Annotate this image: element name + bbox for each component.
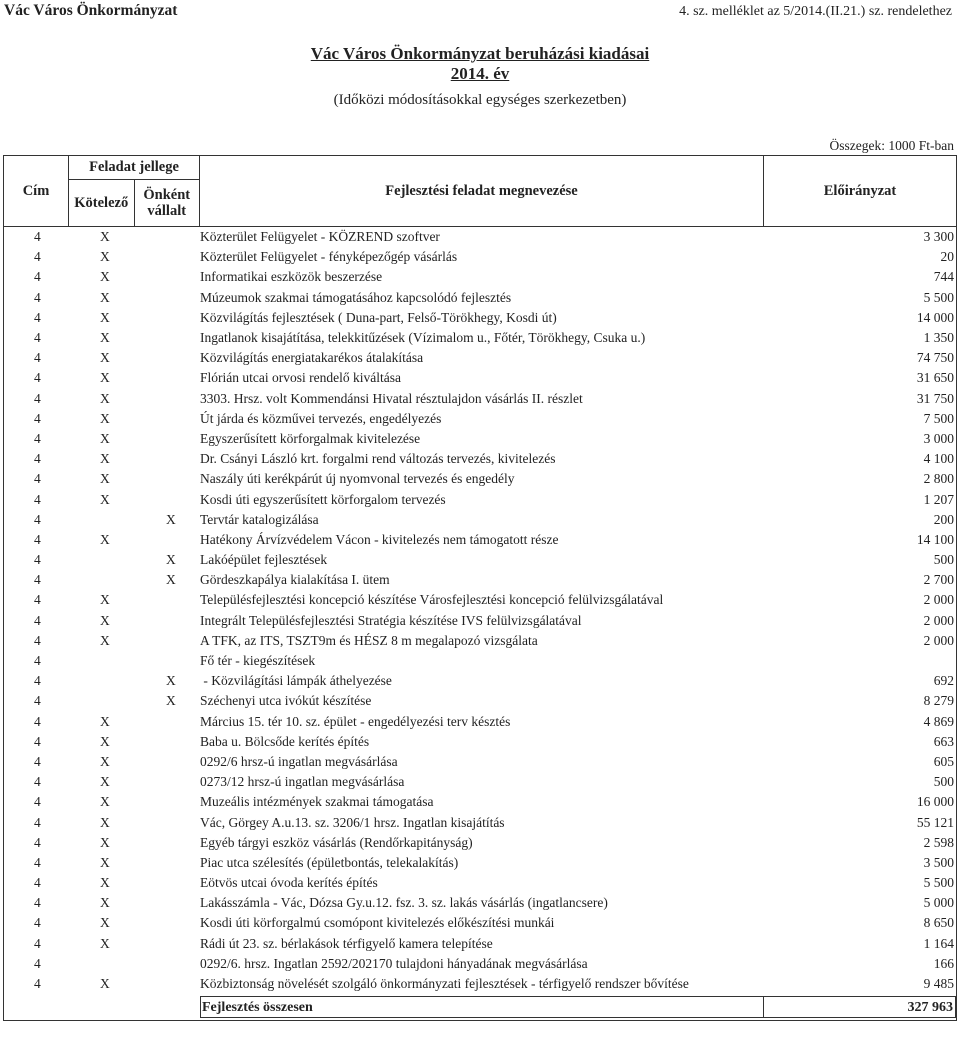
row-description: Muzeális intézmények szakmai támogatása xyxy=(200,794,434,810)
row-kotelezo: X xyxy=(100,309,110,325)
row-amount: 500 xyxy=(933,552,954,568)
row-cim: 4 xyxy=(34,733,41,749)
row-cim: 4 xyxy=(34,330,41,346)
col-feladat-label: Feladat jellege xyxy=(69,156,199,180)
row-kotelezo: X xyxy=(100,410,110,426)
row-cim: 4 xyxy=(34,511,41,527)
row-kotelezo: X xyxy=(100,451,110,467)
row-description: Flórián utcai orvosi rendelő kiváltása xyxy=(200,370,401,386)
table-row xyxy=(4,954,956,974)
row-kotelezo: X xyxy=(100,794,110,810)
row-description: Széchenyi utca ivókút készítése xyxy=(200,693,372,709)
row-description: Tervtár katalogizálása xyxy=(200,511,319,527)
row-cim: 4 xyxy=(34,531,41,547)
row-cim: 4 xyxy=(34,269,41,285)
table-row xyxy=(4,611,956,631)
document-title: Vác Város Önkormányzat beruházási kiadásai xyxy=(310,44,650,63)
table-row xyxy=(4,772,956,792)
table-row xyxy=(4,873,956,893)
table-row xyxy=(4,368,956,388)
row-description: Egyszerűsített körforgalmak kivitelezése xyxy=(200,430,421,446)
row-amount: 2 000 xyxy=(923,592,954,608)
row-kotelezo: X xyxy=(100,350,110,366)
row-amount: 7 500 xyxy=(923,410,954,426)
row-description: Kosdi úti körforgalmú csomópont kivitelezés előkészítési munkái xyxy=(200,915,555,931)
row-cim: 4 xyxy=(34,612,41,628)
row-description: 0292/6. hrsz. Ingatlan 2592/202170 tulajdoni hányadának megvásárlása xyxy=(200,955,588,971)
row-description: Naszály úti kerékpárút új nyomvonal tervezés és engedély xyxy=(200,471,515,487)
row-amount: 5 000 xyxy=(923,895,954,911)
row-cim: 4 xyxy=(34,875,41,891)
table-row xyxy=(4,712,956,732)
row-description: Közbiztonság növelését szolgáló önkormányzati fejlesztések - térfigyelő rendszer bővítése xyxy=(200,976,689,992)
table-row xyxy=(4,389,956,409)
row-description: Közvilágítás fejlesztések ( Duna-part, Felső-Törökhegy, Kosdi út) xyxy=(200,309,557,325)
table-row xyxy=(4,247,956,267)
row-cim: 4 xyxy=(34,410,41,426)
row-cim: 4 xyxy=(34,915,41,931)
row-cim: 4 xyxy=(34,471,41,487)
row-amount: 55 121 xyxy=(916,814,954,830)
row-cim: 4 xyxy=(34,653,41,669)
row-description: Településfejlesztési koncepció készítése Városfejlesztési koncepció felülvizsgálatával xyxy=(200,592,664,608)
row-kotelezo: X xyxy=(100,915,110,931)
row-amount: 9 485 xyxy=(923,976,954,992)
row-kotelezo: X xyxy=(100,592,110,608)
row-cim: 4 xyxy=(34,753,41,769)
row-cim: 4 xyxy=(34,289,41,305)
table-row xyxy=(4,974,956,994)
row-description: - Közvilágítási lámpák áthelyezése xyxy=(200,673,392,689)
table-row xyxy=(4,833,956,853)
row-amount: 200 xyxy=(933,511,954,527)
col-kotelezo: Kötelező xyxy=(69,180,135,226)
row-description: Közterület Felügyelet - fényképezőgép vásárlás xyxy=(200,249,458,265)
row-amount: 692 xyxy=(933,673,954,689)
row-cim: 4 xyxy=(34,249,41,265)
row-kotelezo: X xyxy=(100,774,110,790)
row-description: 3303. Hrsz. volt Kommendánsi Hivatal résztulajdon vásárlás II. részlet xyxy=(200,390,583,406)
document-year: 2014. év xyxy=(450,64,510,83)
row-description: A TFK, az ITS, TSZT9m és HÉSZ 8 m megalapozó vizsgálata xyxy=(200,632,538,648)
row-description: Közvilágítás energiatakarékos átalakítása xyxy=(200,350,424,366)
table-row xyxy=(4,469,956,489)
row-description: Vác, Görgey A.u.13. sz. 3206/1 hrsz. Ingatlan kisajátítás xyxy=(200,814,505,830)
annex-reference: 4. sz. melléklet az 5/2014.(II.21.) sz. rendelethez xyxy=(679,4,952,19)
table-row xyxy=(4,590,956,610)
table-row xyxy=(4,570,956,590)
row-kotelezo: X xyxy=(100,531,110,547)
row-description: Múzeumok szakmai támogatásához kapcsolódó fejlesztés xyxy=(200,289,512,305)
row-description: Lakóépület fejlesztések xyxy=(200,552,328,568)
row-kotelezo: X xyxy=(100,895,110,911)
row-description: Közterület Felügyelet - KÖZREND szoftver xyxy=(200,229,440,245)
col-amount: Előirányzat xyxy=(823,182,897,199)
row-cim: 4 xyxy=(34,451,41,467)
row-description: Lakásszámla - Vác, Dózsa Gy.u.12. fsz. 3. sz. lakás vásárlás (ingatlancsere) xyxy=(200,895,608,911)
row-cim: 4 xyxy=(34,935,41,951)
row-description: Informatikai eszközök beszerzése xyxy=(200,269,383,285)
row-description: Hatékony Árvízvédelem Vácon - kivitelezés nem támogatott része xyxy=(200,531,559,547)
row-amount: 166 xyxy=(933,955,954,971)
row-cim: 4 xyxy=(34,632,41,648)
row-cim: 4 xyxy=(34,976,41,992)
row-onkent: X xyxy=(166,552,176,568)
row-amount: 31 750 xyxy=(916,390,954,406)
row-amount: 14 000 xyxy=(916,309,954,325)
row-cim: 4 xyxy=(34,370,41,386)
row-cim: 4 xyxy=(34,673,41,689)
table-row xyxy=(4,691,956,711)
row-amount: 663 xyxy=(933,733,954,749)
row-cim: 4 xyxy=(34,552,41,568)
row-kotelezo: X xyxy=(100,935,110,951)
table-row xyxy=(4,409,956,429)
row-amount: 1 207 xyxy=(923,491,954,507)
row-description: Ingatlanok kisajátítása, telekkitűzések (Vízimalom u., Főtér, Törökhegy, Csuka u.) xyxy=(200,330,646,346)
row-description: Eötvös utcai óvoda kerítés építés xyxy=(200,875,378,891)
table-row xyxy=(4,752,956,772)
row-description: Március 15. tér 10. sz. épület - engedélyezési terv késztés xyxy=(200,713,511,729)
amount-unit: Összegek: 1000 Ft-ban xyxy=(829,138,954,153)
table-row xyxy=(4,631,956,651)
table-row xyxy=(4,853,956,873)
row-kotelezo: X xyxy=(100,875,110,891)
row-amount: 3 300 xyxy=(923,229,954,245)
row-kotelezo: X xyxy=(100,713,110,729)
row-cim: 4 xyxy=(34,350,41,366)
row-amount: 2 598 xyxy=(923,834,954,850)
table-row xyxy=(4,348,956,368)
row-amount: 605 xyxy=(933,753,954,769)
table-row xyxy=(4,651,956,671)
row-description: Fő tér - kiegészítések xyxy=(200,653,316,669)
row-kotelezo: X xyxy=(100,976,110,992)
row-amount: 4 869 xyxy=(923,713,954,729)
row-cim: 4 xyxy=(34,693,41,709)
row-kotelezo: X xyxy=(100,269,110,285)
row-kotelezo: X xyxy=(100,491,110,507)
row-amount: 3 000 xyxy=(923,430,954,446)
row-onkent: X xyxy=(166,693,176,709)
row-amount: 1 164 xyxy=(923,935,954,951)
row-amount: 2 000 xyxy=(923,612,954,628)
table-row xyxy=(4,489,956,509)
total-label: Fejlesztés összesen xyxy=(200,996,764,1018)
table-row xyxy=(4,288,956,308)
row-amount: 744 xyxy=(933,269,954,285)
col-description: Fejlesztési feladat megnevezése xyxy=(200,156,764,226)
row-amount: 2 700 xyxy=(923,572,954,588)
row-kotelezo: X xyxy=(100,834,110,850)
row-onkent: X xyxy=(166,673,176,689)
total-row xyxy=(4,994,956,1020)
row-amount: 14 100 xyxy=(916,531,954,547)
table-row xyxy=(4,308,956,328)
row-description: 0273/12 hrsz-ú ingatlan megvásárlása xyxy=(200,774,405,790)
row-cim: 4 xyxy=(34,491,41,507)
row-kotelezo: X xyxy=(100,249,110,265)
row-amount: 31 650 xyxy=(916,370,954,386)
row-cim: 4 xyxy=(34,834,41,850)
row-amount: 3 500 xyxy=(923,854,954,870)
row-description: Egyéb tárgyi eszköz vásárlás (Rendőrkapitányság) xyxy=(200,834,473,850)
row-kotelezo: X xyxy=(100,229,110,245)
row-cim: 4 xyxy=(34,814,41,830)
row-kotelezo: X xyxy=(100,632,110,648)
row-amount: 4 100 xyxy=(923,451,954,467)
row-cim: 4 xyxy=(34,854,41,870)
row-description: Dr. Csányi László krt. forgalmi rend változás tervezés, kivitelezés xyxy=(200,451,556,467)
row-description: Piac utca szélesítés (épületbontás, telekalakítás) xyxy=(200,854,459,870)
row-amount: 2 800 xyxy=(923,471,954,487)
row-description: Baba u. Bölcsőde kerítés építés xyxy=(200,733,370,749)
row-description: Kosdi úti egyszerűsített körforgalom tervezés xyxy=(200,491,446,507)
table-row xyxy=(4,227,956,247)
table-row xyxy=(4,449,956,469)
row-cim: 4 xyxy=(34,955,41,971)
row-amount: 16 000 xyxy=(916,794,954,810)
col-feladat xyxy=(69,156,200,226)
table-row xyxy=(4,732,956,752)
row-description: Integrált Településfejlesztési Stratégia készítése IVS felülvizsgálatával xyxy=(200,612,582,628)
row-description: Rádi út 23. sz. bérlakások térfigyelő kamera telepítése xyxy=(200,935,493,951)
table-header xyxy=(4,156,956,227)
row-cim: 4 xyxy=(34,430,41,446)
row-amount: 2 000 xyxy=(923,632,954,648)
row-amount: 5 500 xyxy=(923,875,954,891)
col-cim: Cím xyxy=(4,156,69,226)
row-kotelezo: X xyxy=(100,330,110,346)
document-subtitle: (Időközi módosításokkal egységes szerkezetben) xyxy=(333,92,627,108)
table-row xyxy=(4,934,956,954)
row-amount: 20 xyxy=(940,249,954,265)
row-kotelezo: X xyxy=(100,733,110,749)
table-row xyxy=(4,328,956,348)
row-kotelezo: X xyxy=(100,289,110,305)
table-row xyxy=(4,530,956,550)
row-onkent: X xyxy=(166,511,176,527)
table-row xyxy=(4,510,956,530)
table-row xyxy=(4,893,956,913)
table-row xyxy=(4,812,956,832)
row-kotelezo: X xyxy=(100,471,110,487)
row-kotelezo: X xyxy=(100,814,110,830)
investment-table xyxy=(3,155,957,1021)
row-cim: 4 xyxy=(34,572,41,588)
row-cim: 4 xyxy=(34,592,41,608)
row-cim: 4 xyxy=(34,895,41,911)
row-description: Gördeszkapálya kialakítása I. ütem xyxy=(200,572,390,588)
row-kotelezo: X xyxy=(100,390,110,406)
row-amount: 8 650 xyxy=(923,915,954,931)
org-name: Vác Város Önkormányzat xyxy=(4,2,178,19)
row-description: 0292/6 hrsz-ú ingatlan megvásárlása xyxy=(200,753,398,769)
row-cim: 4 xyxy=(34,794,41,810)
table-row xyxy=(4,792,956,812)
row-kotelezo: X xyxy=(100,753,110,769)
table-row xyxy=(4,913,956,933)
row-kotelezo: X xyxy=(100,370,110,386)
row-amount: 5 500 xyxy=(923,289,954,305)
table-body xyxy=(4,227,956,1020)
row-amount: 8 279 xyxy=(923,693,954,709)
row-cim: 4 xyxy=(34,390,41,406)
row-kotelezo: X xyxy=(100,430,110,446)
table-row xyxy=(4,267,956,287)
row-onkent: X xyxy=(166,572,176,588)
row-description: Út járda és közművei tervezés, engedélyezés xyxy=(200,410,442,426)
row-amount: 74 750 xyxy=(916,350,954,366)
row-cim: 4 xyxy=(34,713,41,729)
row-amount: 500 xyxy=(933,774,954,790)
table-row xyxy=(4,429,956,449)
total-amount: 327 963 xyxy=(764,996,956,1018)
row-kotelezo: X xyxy=(100,612,110,628)
table-row xyxy=(4,550,956,570)
row-cim: 4 xyxy=(34,774,41,790)
row-amount: 1 350 xyxy=(923,330,954,346)
row-kotelezo: X xyxy=(100,854,110,870)
table-row xyxy=(4,671,956,691)
row-cim: 4 xyxy=(34,229,41,245)
col-onkent: Önként vállalt xyxy=(143,187,191,219)
row-cim: 4 xyxy=(34,309,41,325)
